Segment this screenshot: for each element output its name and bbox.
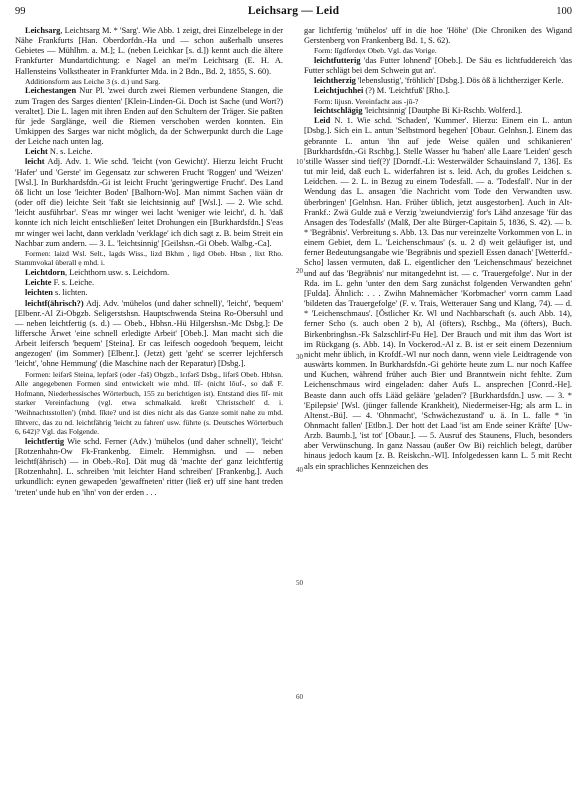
headword: leichtherzig [314,76,356,86]
line-number: 20 [296,267,303,275]
dictionary-entry: Leichtdorn, Leichthorn usw. s. Leichdorn. [25,268,170,278]
dictionary-entry: Leichsarg, Leichtsarg M. * 'Sarg'. Wie Abb. 1 zeigt, drei Einzelbelege in der Nähe Frankfurts [Han. Oberdorfdn.-Ha und — schon außerhalb unseres Gebietes — Mühlhm. a. M.]; L. (neben Leichkar [s. d.]) kennt auch die ältere Frankfurter Mundartdichtung: e Nagel an mei'm Leichtsarg (E. H. A. Hallensteins Volkstheater in Frankfurter Mda. in 2 Bdn., Bd. 2, 1855, S. 60). [15,26,283,76]
dictionary-entry: leichtfutterig 'das Futter lohnend' [Obeb.]. De Säu es lichtfuddereich 'das Futter schlägt bei dem Schwein gut an'. [304,55,572,76]
headword: leichtschlägig [314,106,363,116]
headword: Leid [314,116,331,126]
left-column [15,26,283,794]
dictionary-entry: Leid N. 1. Wie schd. 'Schaden', 'Kummer'. Hierzu: Einem ein L. antun [Dsbg.]. Sich ein L. antun 'Selbstmord begehen' [Obaur. Gelnhsn.]. Einem das gebrannte L. antun 'ihn auf jede Weise quälen und schikanieren' [Burkhardsfdn.-Gi Rschbg.]. Stelle Wasser hu 'haben' alle Laare 'Leiden' gesch 'stille Wasser sind tief(?)' [Dorndf.-Li: Westerwälder Schauinsland 7, 136]. Es tut mir leid, daß euch L. widerfahren ist s. leid. Ach, du großes Leidchen s. Leidchen. — 2. L. in Bezug zu einem Todesfall. — a. 'Todesfall'. Nur in der Wendung das L. ansagen 'die Nachricht vom Tode den Verwandten usw. überbringen' [Gelnhsn. Han. Früher üblich, jetzt ausgestorben]. Auch in Alt-Frankf.: Zwä Gulde zuä e Verzig 'zweiundvierzig' for's Lähd anzesage 'für das Ansagen des Todesfalls' (Malß, Der alte Bürger-Capitain 5, 1836, S. 42). — b. * 'Begräbnis'. Verbreitung s. Abb. 13. Das nur vereinzelte Vorkommen von L. in einem Gebiet, dem L. 'Leichenschmaus' (s. u. 2 d) weit geläufiger ist, und ferner Bedeutungsangabe wie 'Begräbnis und speziell Essen danach' [Wetterfd.-Scho] lassen vermuten, daß L. eigentlicher den 'Leichenschmaus' bezeichnet und auf das 'Begräbnis' nur mitangedehnt ist. — c. 'Trauergefolge'. Nur in der Rda. im L. gehn 'unter den dem Sarg zunächst folgenden Verwandten gehn' [Fulda]. Ähnlich: . . . Zwihn Mahnemächer 'Korbmacher' vorrn camm Laad 'bildeten das Trauergefolge' (F. v. Trais, Wetterauer Sang und Klang, 74). — d. * 'Leichenschmaus'. [Östlicher Kr. Wl und Nachbarschaft (s. auch Abb. 14), ferner Scho (s. auch oben 2 b), Al (öfters), Rschbg., Ma (öfters), Buch. Birkenbringhsn.-Fk Salzschlirf-Fu He]. Der Brauch und mit ihm das Wort ist im Rückgang (s. Abb. 14). In Vockerod.-Al z. B. ist er seit einem Dezennium nicht mehr üblich, in Krofdf.-Wl nur noch dann, wenn viele Leidtragende von auswärts kommen. In Burkhardsfdn.-Gi gehörte heute zum L. nur noch Kaffee und Kuchen, während früher auch Bier und Branntwein nicht fehlte. Zum Leichenschmaus wird eingeladen: daher Aufs L. ansprechen [Conrd.-He]. Beaste dann auch offs Lääd gelääre 'geladen'? [Burkhardsfdn.] usw. — 3. * 'Epilepsie' [Wsl. (jünger fallende Krankheit), Niedermeiser-Hg; als arm L. in Altenst.-Bü]. — 4. 'Ohnmacht', 'Schwächezustand' u. ä. In L. falle * 'in Ohnmacht fallen' [Etlbn.]. Der hott det Laad 'ist am Ende seiner Kräfte' [Uw-Arzb. Baumb.], 'ist tot' [Obaur.]. — 5. Ausruf des Staunens, Fluch, besonders aber Verwünschung. In ganz Nassau (außer Ow Bi) reichlich belegt, darüber hinaus jedoch kaum [z. B. Reiskchn.-Wl]. Infolgedessen kann L. 5 mit Recht als ein sprachliches Kennzeichen des [304,116,572,471]
headword: Leicht [25,147,48,157]
headword: leichten [25,288,53,298]
form-note: Formen: leifərš Steina, lepfərš (oder -fəš) Obgzb., lɛɪfərš Dsbg., lifərš Obeb. Hbhsn. Alle angegebenen Formen sind entwickelt wie mhd. lîf- (nicht lôuf-, so daß F. Hofmann, Niederhessisches Wörterbuch, 155 zu berichtigen ist). Entstand dies lîf- mit starker Vereinfachung (vgl. etwa schmalkald. kreßt 'Christschelt' d. i. 'Weihnachtsstollen') ⟨mhd. lîkte? und ist dies nicht als das Ganze somit nahe zu mhd. lîhtverc, das zu nd. leichtfährig 'leicht zu fahren' usw. führte (s. Deutsches Wörterbuch 6, 642)? Vgl. das Folgende. [15,369,283,437]
dictionary-entry: gar lichtfertig 'mühelos' uff in die hoe 'Höhe' (Die Chroniken des Wigand Gerstenberg von Frankenberg Bd. 1, S. 62). [304,26,572,46]
form-note: Form: lîgdferdẹx Obeb. Vgl. das Vorige. [314,46,437,56]
dictionary-entry: Leichtjuchhei (?) M. 'Leichtfuß' [Rho.]. [314,86,450,96]
page-header [0,4,587,22]
line-number: 40 [296,466,303,474]
line-number: 50 [296,579,303,587]
line-number: 10 [296,158,303,166]
dictionary-entry: Leichestangen Nur Pl. 'zwei durch zwei Riemen verbundene Stangen, die zum Tragen des Sarges dienten' [Klein-Linden-Gi. Doch ist Sache (und Wort?) veraltet]. Die L. lagen mit ihren Enden auf den Schultern der Träger. Sie paßten für jede Sarglänge, weil die Riemen verschoben werden konnten. Ein Umkippen des Sarges war nicht möglich, da der Schwerpunkt durch die Lage der Leiche nach unten lag. [15,86,283,147]
dictionary-entry: leichtfertig Wie schd. Ferner (Adv.) 'mühelos (und daher schnell)', 'leicht' [Rotzenhahn-Ow Fk-Frankenbg. Eimelr. Hemmighsn. und — neben leichtf(ährisch) — in Obeb.-Ro]. Dät mug dä 'machte der' ganz leichtfertig [Rotzenhahn]. L. schreiben 'mit leichter Hand schreiben' [Frankenbg.]. Auch urkundlich: eynen gewapeden 'gewaffneten' ritter (ließ er) uff sine hant treden 'treten' unde hub en 'ihn' von der erden . . . [15,436,283,497]
right-column [304,26,572,794]
page-number-right: 100 [556,6,572,17]
headword: leichtfertig [25,436,65,446]
form-note: Formen: laizd Wsl. Selt., lagds Wiss., lizd Bkhm , ligd Obeb. Hbsn , lixt Rho. Stammvokal überall ẹ mhd. i. [15,248,283,268]
headword: Leichsarg [25,26,61,35]
page-number-left: 99 [15,6,26,17]
line-number: 30 [296,353,303,361]
headword: Leichtjuchhei [314,86,364,96]
line-number: 60 [296,693,303,701]
headword: Leichestangen [25,86,77,96]
dictionary-entry: leichtf(ährisch?) Adj. Adv. 'mühelos (und daher schnell)', 'leicht', 'bequem' [Elbenr.-Al Zi-Obgzb. Seligerstshsn. Hauptschwenda Steina Ro-Obersuhl und — neben leichtfertig (s. d.) — Obeb., Hbhsn.-Hü Hilgershsn.-Mc Dsbg.]: De liffersche Ärwet 'eine schnell erledigte Arbeit' [Obeb.]. Man macht sich die Arbeit leifersch 'bequem' [Steina]. Er cas leifesch oogedooh 'bequem, leicht angezogen' (im Sommer) [Elbenr.]. (Jetzt) gett 'geht' se scerrer lejchfersch 'leicht', 'ohne Hemmung' (die Maschine nach der Reparatur) [Dsbg.]. [15,298,283,369]
form-note: Form: lijusn. Vereinfacht aus -jū-? [314,96,419,106]
headword: Leichtdorn [25,268,66,278]
headword: leichtf(ährisch?) [25,298,84,308]
dictionary-entry: leichtherzig 'lebenslustig', 'fröhlich' [Dsbg.]. Dös öß ä lichtherziger Kerle. [314,76,564,86]
page-title: Leichsarg — Leid [247,5,340,17]
dictionary-entry: Leichte F. s. Leiche. [25,278,95,288]
dictionary-entry: leichtschlägig 'leichtsinnig' [Dautphe Bi Ki-Rschb. Wolferd.]. [314,106,523,116]
dictionary-entry: leichten s. lichten. [25,288,88,298]
headword: leichtfutterig [314,55,361,65]
headword: leicht [25,157,45,167]
dictionary-entry: Leicht N. s. Leiche. [25,147,93,157]
headword: Leichte [25,278,52,288]
form-note: Additionsform aus Leiche 3 (s. d.) und Sarg. [25,76,161,86]
dictionary-entry: leicht Adj. Adv. 1. Wie schd. 'leicht (von Gewicht)'. Hierzu leicht Frucht 'Hafer' und 'Gerste' im Gegensatz zur schweren Frucht 'Roggen' und 'Weizen' [Wsl.]. In Burkhardsfdn.-Gi ist leicht Frucht 'geringwertige Frucht'. Des Land öß licht un lose 'leichter Boden' [Balhorn-Wo]. Man nimmt Sachen vään dr (oder off die) leichte Seit 'faßt sie leichtsinnig auf' [Wsl.]. — 2. Wie schd. 'leicht ausführbar'. S'eas mr winger wei lacht 'weniger wie leicht', d. h. 'daß konnte ich nich leicht entschließen' leitet Drohungen ein [Burkhardsfdn.] S'eas mr winger wei lacht, dann verkladn 'verklage' ich dich sagt z. B. beim Streit ein Nachbar zum andern. — 3. L. 'leichtsinnig' [Geilshsn.-Gi Obeb. Walbg.-Ca]. [15,157,283,248]
